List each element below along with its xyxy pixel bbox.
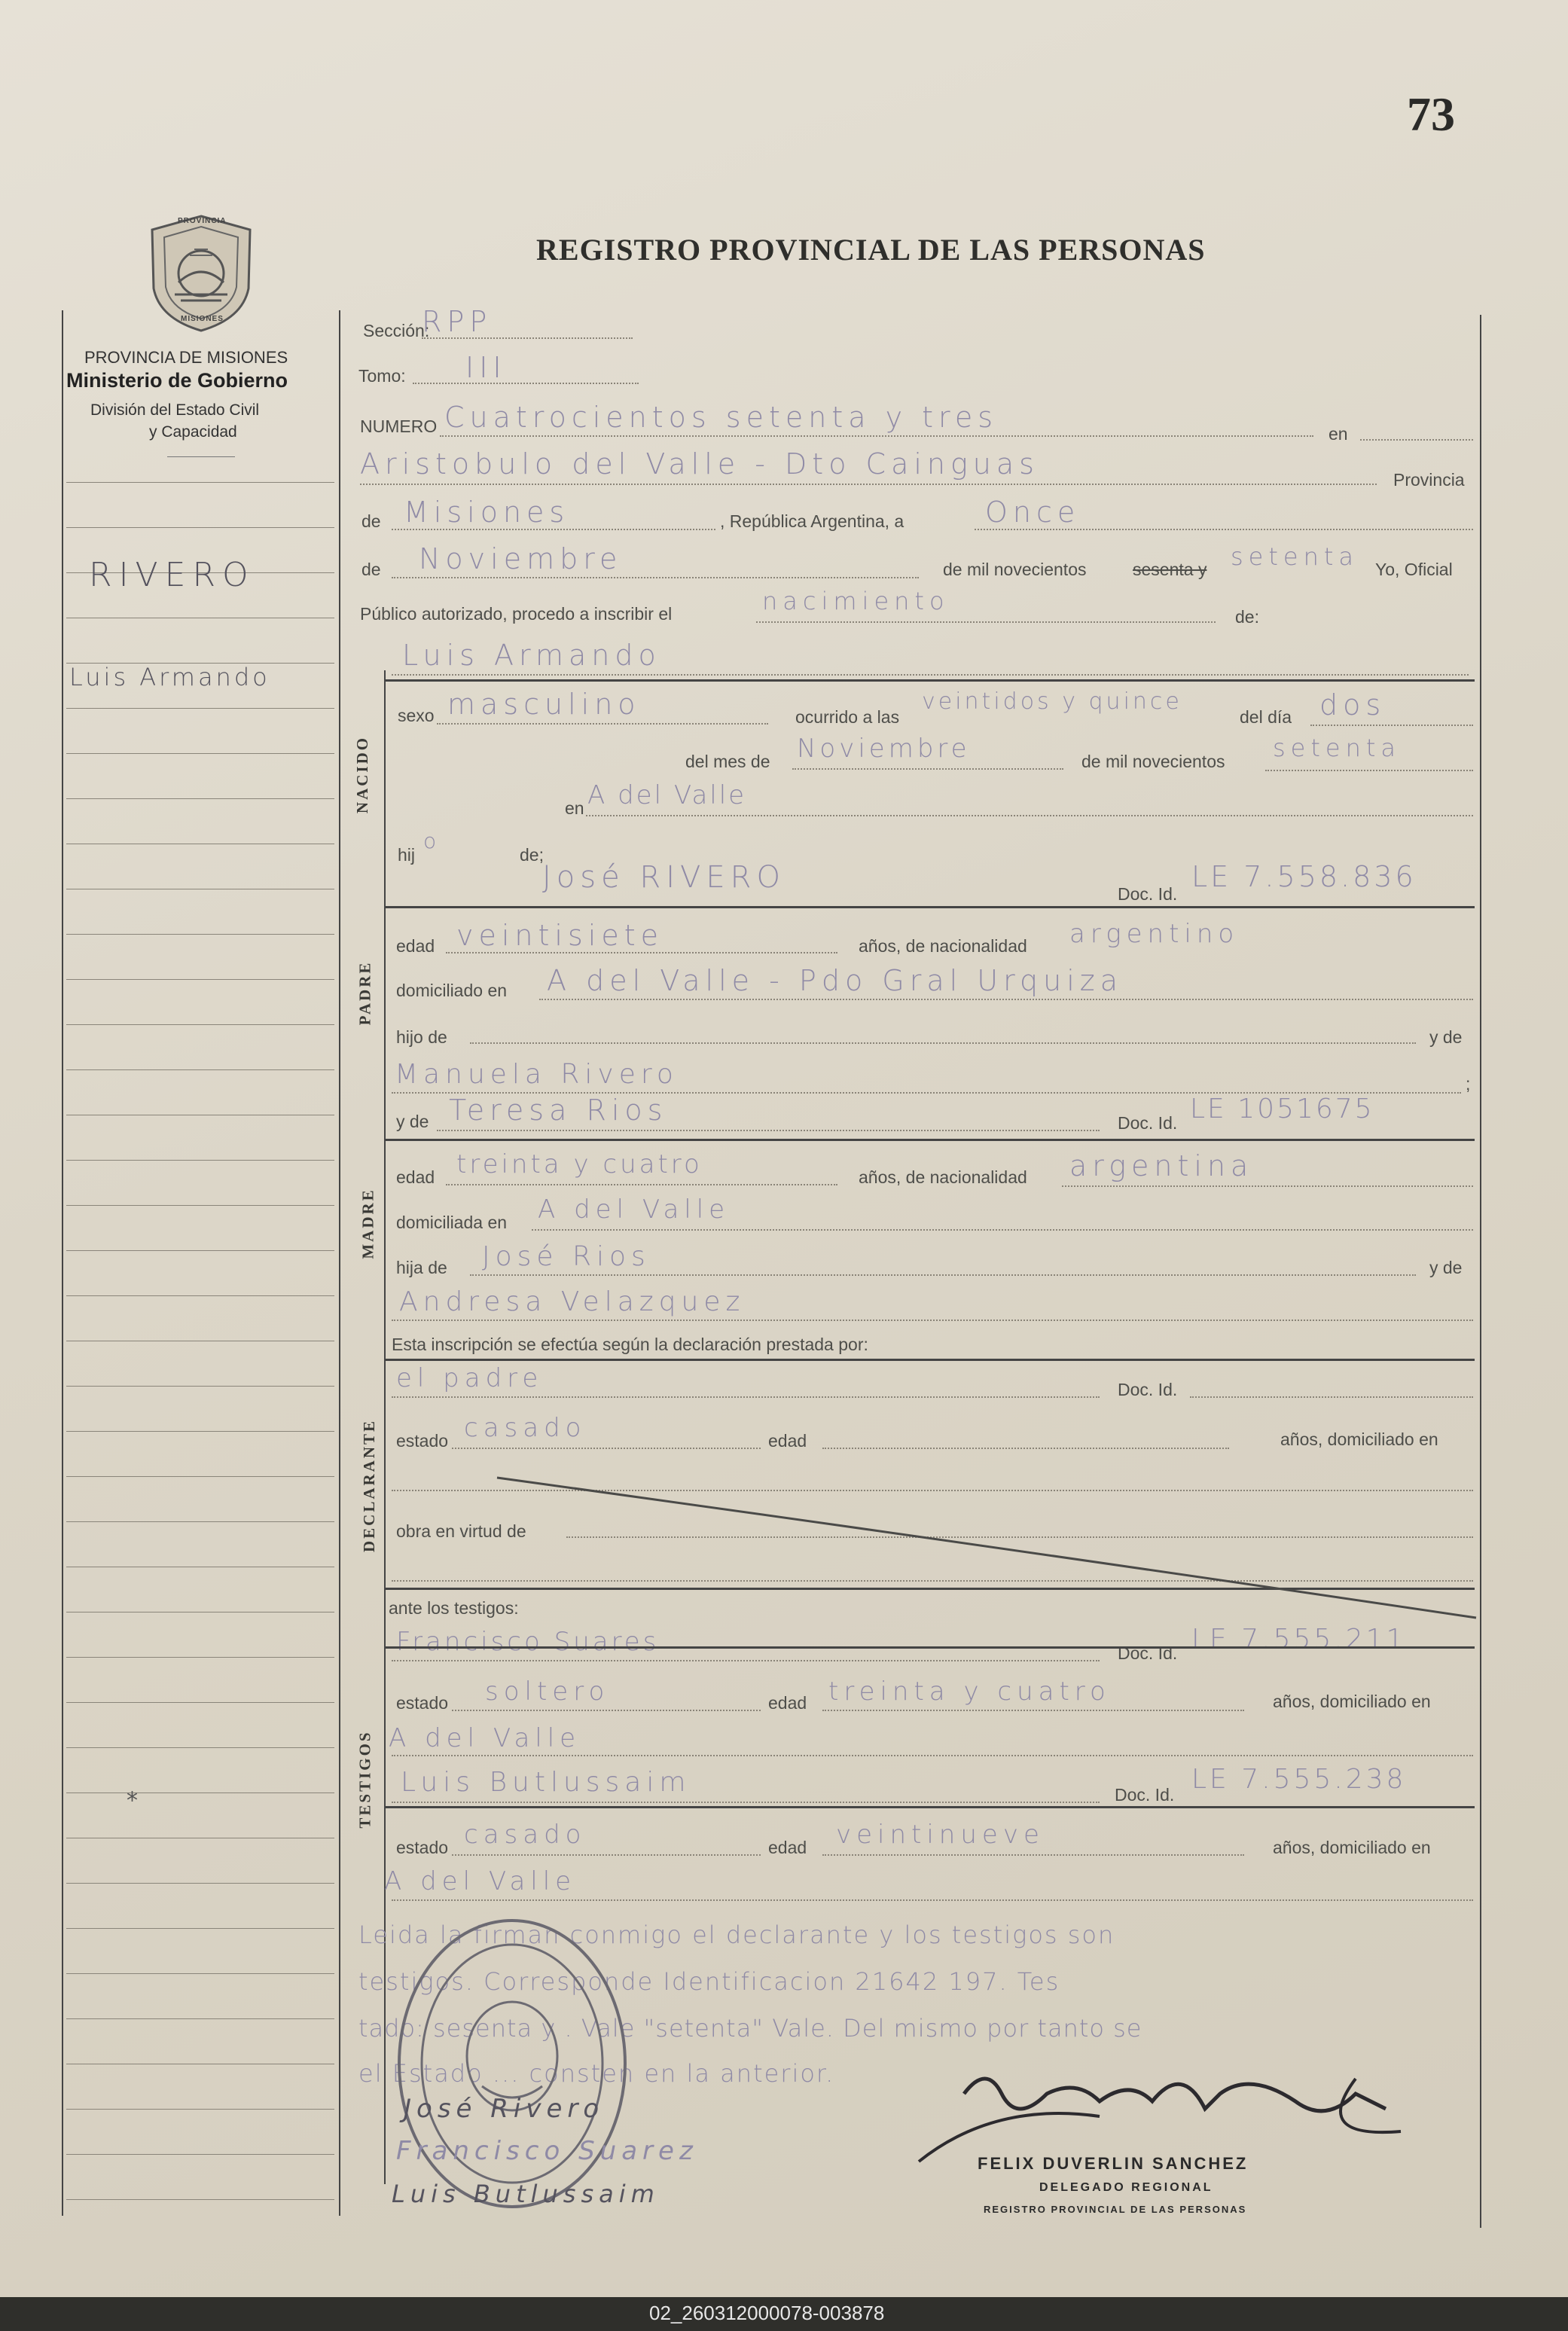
label-del-mes: del mes de [685, 752, 770, 771]
value-madre-nac: argentina [1069, 1149, 1254, 1182]
label-ante-testigos: ante los testigos: [389, 1598, 519, 1618]
label-dom-madre: domiciliada en [396, 1213, 508, 1232]
label-sexo: sexo [398, 706, 435, 725]
label-anos-dom-t1: años, domiciliado en [1273, 1692, 1431, 1711]
closing-line-3: tado: sesenta y . Vale "setenta" Vale. Del mismo por tanto se [358, 2014, 1142, 2043]
label-yo-oficial: Yo, Oficial [1375, 560, 1453, 579]
value-testigo2-estado: casado [464, 1820, 587, 1850]
label-en-nac: en [565, 798, 584, 818]
closing-line-4: el Estado ... consten en la anterior. [358, 2059, 835, 2088]
value-lugar-nac: A del Valle [587, 780, 747, 810]
label-nac-madre: años, de nacionalidad [859, 1167, 1027, 1187]
label-numero: NUMERO [360, 416, 438, 436]
label-semicolon: ; [1466, 1074, 1471, 1094]
value-abuela-doc: LE 1051675 [1190, 1094, 1374, 1124]
value-abuelo-mat: José Rios [482, 1241, 651, 1272]
value-abuela-mat: Andresa Velazquez [399, 1286, 746, 1317]
label-de-padre: de; [520, 845, 544, 865]
label-doc-declarante: Doc. Id. [1118, 1380, 1178, 1399]
value-anio-nac: setenta [1273, 734, 1402, 762]
value-padre-dom: A del Valle - Pdo Gral Urquiza [547, 964, 1124, 997]
value-testigo1-doc: LE 7.555.211 [1191, 1624, 1407, 1655]
label-estado-decl: estado [396, 1431, 449, 1451]
signature-left-3: Luis Butlussaim [392, 2180, 660, 2208]
value-mes-nac: Noviembre [797, 734, 971, 764]
value-provincia: Misiones [404, 496, 570, 529]
label-seccion: Sección: [363, 321, 430, 340]
footer-image-id: 02_260312000078-003878 [649, 2302, 885, 2324]
label-estado-t2: estado [396, 1838, 449, 1857]
label-anos-dom-decl: años, domiciliado en [1280, 1429, 1438, 1449]
label-en: en [1329, 424, 1348, 444]
value-tomo: III [465, 351, 507, 384]
label-hija-de: hija de [396, 1258, 447, 1277]
label-doc-padre: Doc. Id. [1118, 884, 1178, 904]
value-seccion: RPP [422, 305, 493, 338]
value-padre-nac: argentino [1069, 919, 1240, 949]
value-hora: veintidos y quince [922, 688, 1182, 715]
margin-surname: RIVERO [89, 556, 255, 594]
value-numero: Cuatrocientos setenta y tres [444, 401, 999, 434]
label-de-colon: de: [1235, 607, 1259, 627]
value-testigo2-dom: A del Valle [384, 1866, 577, 1896]
margin-given-names: Luis Armando [69, 663, 270, 691]
value-lugar: Aristobulo del Valle - Dto Cainguas [360, 447, 1039, 481]
value-testigo2: Luis Butlussaim [401, 1767, 691, 1798]
value-anio: setenta [1231, 542, 1359, 571]
label-sesenta-y: sesenta y [1133, 560, 1207, 579]
value-decl-estado: casado [464, 1413, 587, 1443]
value-dia: Once [985, 496, 1081, 529]
value-hij-suffix: o [423, 828, 442, 853]
value-nombre: Luis Armando [402, 639, 661, 672]
value-acto: nacimiento [762, 587, 950, 615]
official-name: FELIX DUVERLIN SANCHEZ [978, 2154, 1249, 2173]
signature-left-2: Francisco Suarez [396, 2136, 698, 2166]
province-name: PROVINCIA DE MISIONES [84, 348, 288, 367]
label-provincia: Provincia [1393, 470, 1465, 490]
value-abuela-pat: Teresa Rios [449, 1094, 668, 1127]
label-y-de-padre: y de [1429, 1027, 1463, 1047]
value-testigo1-dom: A del Valle [389, 1723, 581, 1753]
value-madre-edad: treinta y cuatro [456, 1149, 703, 1179]
value-padre-doc: LE 7.558.836 [1191, 860, 1417, 893]
section-nacido: NACIDO [353, 735, 372, 814]
value-testigo1-estado: soltero [485, 1677, 610, 1707]
official-org: REGISTRO PROVINCIAL DE LAS PERSONAS [984, 2204, 1247, 2215]
closing-line-1: Leida la firman conmigo el declarante y los testigos son [358, 1921, 1115, 1949]
label-nac-padre: años, de nacionalidad [859, 936, 1027, 956]
page-number: 73 [1407, 87, 1455, 141]
label-de-mil-nov: de mil novecientos [1081, 752, 1225, 771]
label-hijo-de: hijo de [396, 1027, 447, 1047]
section-madre: MADRE [358, 1188, 377, 1259]
official-seal-icon [392, 1913, 633, 2214]
label-esta-inscripcion: Esta inscripción se efectúa según la declaración prestada por: [392, 1335, 868, 1354]
label-tomo: Tomo: [358, 366, 406, 386]
value-declarante: el padre [396, 1363, 544, 1393]
value-dia-nac: dos [1319, 688, 1386, 722]
crest-top-text: PROVINCIA [178, 217, 227, 225]
value-padre-nombre: José RIVERO [542, 860, 786, 895]
label-mil-novecientos: de mil novecientos [943, 560, 1087, 579]
label-hij: hij [398, 845, 416, 865]
label-dom-padre: domiciliado en [396, 981, 508, 1000]
signature-left-1: José Rivero [404, 2094, 605, 2124]
label-de-mes: de [361, 560, 381, 579]
section-padre: PADRE [355, 960, 374, 1026]
label-doc-abuela: Doc. Id. [1118, 1113, 1178, 1133]
label-edad-padre: edad [396, 936, 435, 956]
value-testigo1-edad: treinta y cuatro [828, 1677, 1111, 1707]
value-padre-edad: veintisiete [456, 919, 664, 952]
label-doc-testigo1: Doc. Id. [1118, 1643, 1178, 1663]
label-edad-t1: edad [768, 1693, 807, 1713]
division-line-1: División del Estado Civil [90, 401, 260, 419]
label-y-de-2: y de [396, 1112, 429, 1131]
value-abuelo-pat: Manuela Rivero [395, 1059, 679, 1090]
crest-bottom-text: MISIONES [181, 315, 224, 323]
label-obra-virtud: obra en virtud de [396, 1521, 526, 1541]
label-anos-dom-t2: años, domiciliado en [1273, 1838, 1431, 1857]
label-republica: , República Argentina, a [720, 511, 904, 531]
label-de-provincia: de [361, 511, 381, 531]
value-testigo2-edad: veintinueve [836, 1820, 1045, 1850]
section-testigos: TESTIGOS [355, 1730, 374, 1829]
label-edad-madre: edad [396, 1167, 435, 1187]
section-declarante: DECLARANTE [360, 1418, 379, 1553]
label-doc-testigo2: Doc. Id. [1115, 1785, 1175, 1805]
value-testigo2-doc: LE 7.555.238 [1191, 1764, 1407, 1795]
value-sexo: masculino [447, 688, 641, 721]
label-ocurrido: ocurrido a las [795, 707, 900, 727]
page-title: REGISTRO PROVINCIAL DE LAS PERSONAS [536, 233, 1206, 267]
label-del-dia: del día [1240, 707, 1292, 727]
label-edad-t2: edad [768, 1838, 807, 1857]
margin-mark: ⁎ [127, 1781, 138, 1806]
value-testigo1: Francisco Suares [396, 1627, 660, 1657]
value-madre-dom: A del Valle [538, 1194, 731, 1225]
label-estado-t1: estado [396, 1693, 449, 1713]
closing-line-2: testigos. Corresponde Identificacion 21642 197. Tes [358, 1967, 1060, 1996]
division-line-2: y Capacidad [149, 423, 237, 441]
ministry-name: Ministerio de Gobierno [66, 369, 288, 392]
label-y-de-madre: y de [1429, 1258, 1463, 1277]
label-publico: Público autorizado, procedo a inscribir el [360, 604, 673, 624]
value-mes: Noviembre [419, 542, 623, 575]
label-edad-decl: edad [768, 1431, 807, 1451]
official-title: DELEGADO REGIONAL [1039, 2181, 1213, 2194]
